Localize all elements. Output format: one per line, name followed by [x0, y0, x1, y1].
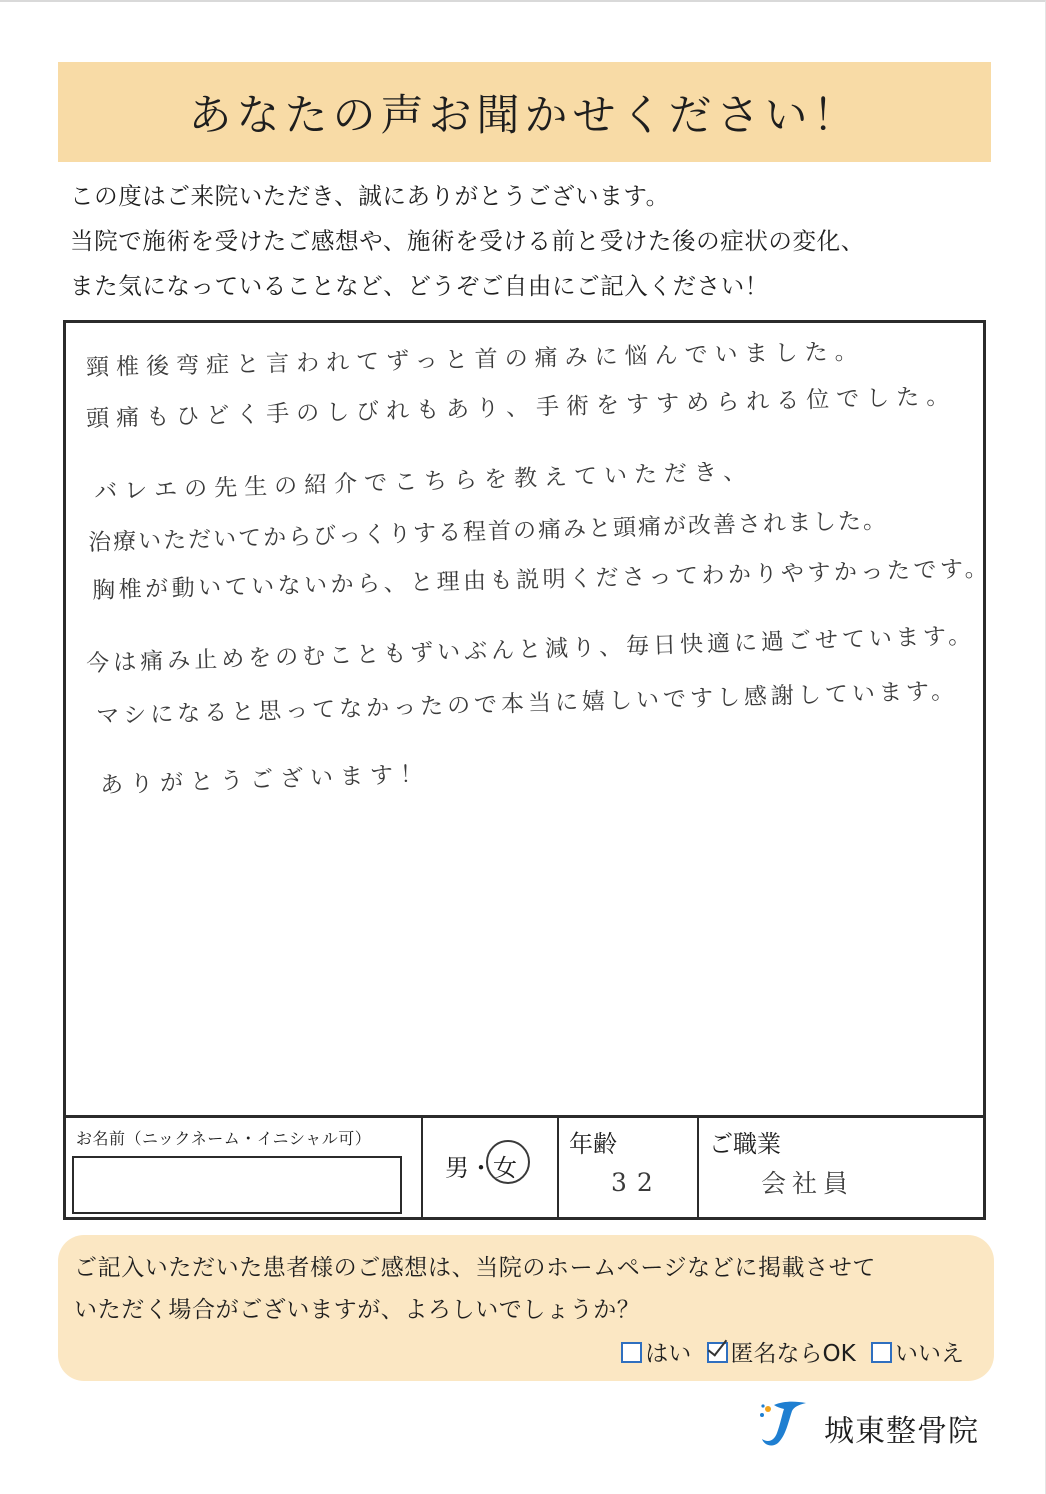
intro-line: また気になっていることなど、どうぞご自由にご記入ください！ — [70, 272, 769, 300]
comment-line: 今は痛み止めをのむこともずいぶんと減り、毎日快適に過ごせています。 — [85, 623, 976, 677]
clinic-logo-icon — [758, 1395, 814, 1449]
name-label: お名前（ニックネーム・イニシャル可） — [76, 1129, 372, 1148]
consent-text — [74, 1247, 984, 1331]
comment-line: 胸椎が動いていないから、と理由も説明くださってわかりやすかったです。 — [91, 556, 992, 604]
comment-line: バレエの先生の紹介でこちらを教えていただき、 — [93, 458, 754, 506]
comment-line: 治療いただいてからびっくりする程首の痛みと頭痛が改善されました。 — [87, 507, 889, 557]
intro-line: この度はご来院いただき、誠にありがとうございます。 — [70, 182, 670, 210]
consent-line: ご記入いただいた患者様のご感想は、当院のホームページなどに掲載させて — [74, 1255, 876, 1281]
intro-line: 当院で施術を受けたご感想や、施術を受ける前と受けた後の症状の変化、 — [70, 227, 865, 255]
page-title: あなたの声お聞かせください！ — [188, 91, 861, 141]
consent-line: いただく場合がございますが、よろしいでしょうか？ — [74, 1297, 641, 1323]
consent-panel — [58, 1235, 994, 1381]
intro-text — [70, 174, 1000, 309]
age-cell — [559, 1118, 699, 1217]
gender-options[interactable] — [445, 1148, 517, 1183]
option-anonymous[interactable] — [707, 1335, 856, 1368]
option-yes[interactable] — [621, 1335, 691, 1368]
checked-checkbox-icon[interactable] — [707, 1342, 728, 1363]
consent-options — [613, 1335, 964, 1368]
gender-male[interactable]: 男 — [445, 1154, 469, 1182]
option-no[interactable] — [871, 1335, 964, 1368]
job-value[interactable]: 会社員 — [761, 1169, 855, 1198]
title-banner — [58, 62, 991, 162]
comment-line: マシになると思ってなかったので本当に嬉しいですし感謝しています。 — [95, 678, 959, 730]
comment-line: ありがとうございます！ — [99, 761, 431, 799]
age-label: 年齢 — [569, 1130, 617, 1158]
name-field[interactable] — [72, 1156, 402, 1214]
clinic-brand — [758, 1395, 998, 1449]
checkbox-icon[interactable] — [621, 1342, 642, 1363]
clinic-name: 城東整骨院 — [824, 1414, 979, 1449]
gender-cell — [423, 1118, 559, 1217]
gender-female-circled[interactable]: 女 — [493, 1148, 517, 1183]
comment-line: 頭痛もひどく手のしびれもあり、手術をすすめられる位でした。 — [85, 383, 957, 433]
job-cell — [699, 1118, 983, 1217]
option-label: 匿名ならOK — [730, 1341, 856, 1367]
info-row — [63, 1115, 986, 1220]
gender-separator: ・ — [469, 1154, 493, 1182]
job-label: ご職業 — [709, 1130, 781, 1158]
comment-box[interactable] — [63, 320, 992, 1118]
age-value[interactable]: 32 — [611, 1168, 663, 1197]
checkbox-icon[interactable] — [871, 1342, 892, 1363]
comment-line: 頸椎後弯症と言われてずっと首の痛みに悩んでいました。 — [85, 338, 865, 382]
name-cell — [66, 1118, 423, 1217]
option-label: いいえ — [895, 1341, 964, 1367]
option-label: はい — [645, 1341, 692, 1367]
